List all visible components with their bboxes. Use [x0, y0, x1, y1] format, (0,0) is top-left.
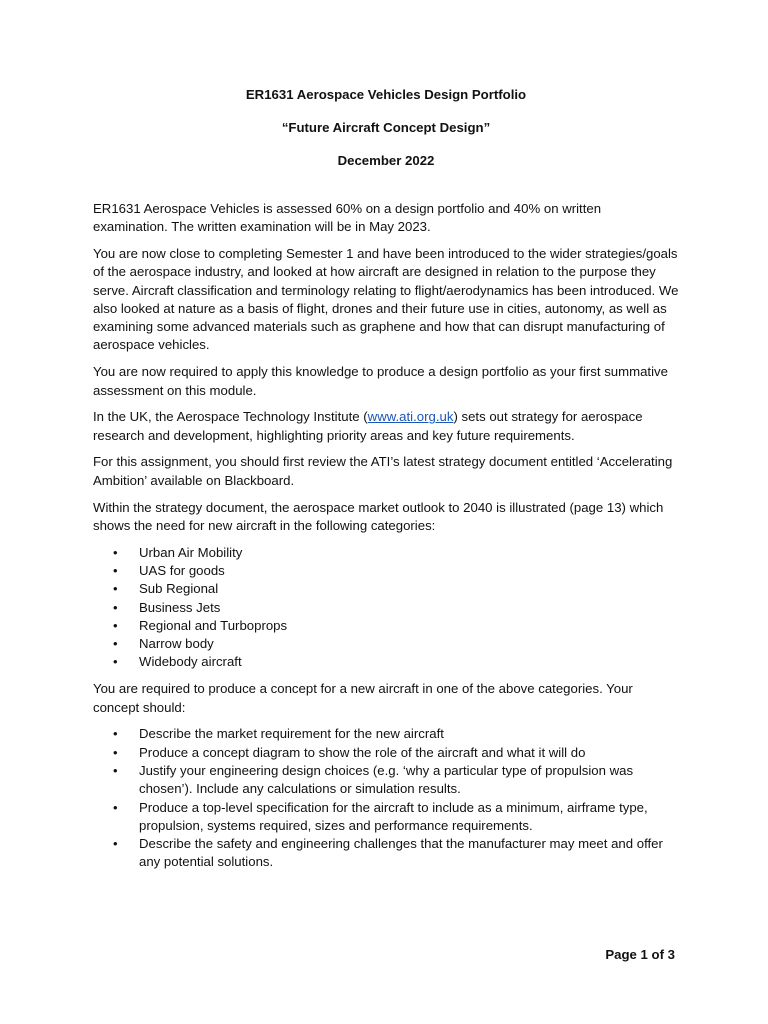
list-item: • Business Jets — [93, 599, 679, 617]
paragraph-concept: You are required to produce a concept for a new aircraft in one of the above categories. Your concept should: — [93, 681, 633, 715]
list-item: • Produce a top-level specification for the aircraft to include as a minimum, airframe type, propulsion, systems required, sizes and performance requirements. — [93, 799, 679, 836]
list-item: • Narrow body — [93, 635, 679, 653]
paragraph-requirement: You are now required to apply this knowledge to produce a design portfolio as your first summative assessment on this module. — [93, 364, 668, 398]
list-item: • Widebody aircraft — [93, 653, 679, 671]
list-item: • Produce a concept diagram to show the role of the aircraft and what it will do — [93, 744, 679, 762]
category-list — [93, 544, 679, 672]
document-date: December 2022 — [337, 152, 435, 168]
paragraph-ati-after: ) sets out strategy for aerospace research and development, highlighting priority areas and key future requirements. — [93, 409, 643, 443]
list-item: • Describe the safety and engineering challenges that the manufacturer may meet and offer any potential solutions. — [93, 835, 679, 872]
list-item: • Urban Air Mobility — [93, 544, 679, 562]
list-item: • Regional and Turboprops — [93, 617, 679, 635]
paragraph-ati-before: In the UK, the Aerospace Technology Institute ( — [93, 409, 368, 425]
document-content — [93, 86, 679, 880]
document-subtitle: “Future Aircraft Concept Design” — [281, 119, 491, 135]
list-item: • UAS for goods — [93, 562, 679, 580]
ati-link[interactable]: www.ati.org.uk — [367, 409, 454, 425]
paragraph-ati — [93, 408, 679, 445]
page-number: Page 1 of 3 — [605, 947, 675, 962]
requirement-list — [93, 725, 679, 871]
list-item: • Sub Regional — [93, 580, 679, 598]
document-title: ER1631 Aerospace Vehicles Design Portfolio — [245, 87, 527, 102]
paragraph-market-outlook: Within the strategy document, the aerospace market outlook to 2040 is illustrated (page 13) which shows the need for new aircraft in the following categories: — [93, 499, 664, 533]
paragraph-semester: You are now close to completing Semester 1 and have been introduced to the wider strategies/goals of the aerospace industry, and looked at how aircraft are designed in relation to the purpose they serve. Aircraft classification and terminology relating to flight/aerodynamics has been introduced. We also looked at nature as a basis of flight, drones and their future use in cities, autonomy, as well as examining some advanced materials such as graphene and how that can disrupt manufacturing of aerospace vehicles. — [93, 245, 679, 353]
paragraph-review: For this assignment, you should first review the ATI’s latest strategy document entitled ‘Accelerating Ambition’ available on Blackboard. — [93, 454, 673, 488]
list-item: • Describe the market requirement for the new aircraft — [93, 725, 679, 743]
list-item: • Justify your engineering design choices (e.g. ‘why a particular type of propulsion was chosen’). Include any calculations or simulation results. — [93, 762, 679, 799]
paragraph-assessment: ER1631 Aerospace Vehicles is assessed 60% on a design portfolio and 40% on written examination. The written examination will be in May 2023. — [93, 200, 602, 235]
